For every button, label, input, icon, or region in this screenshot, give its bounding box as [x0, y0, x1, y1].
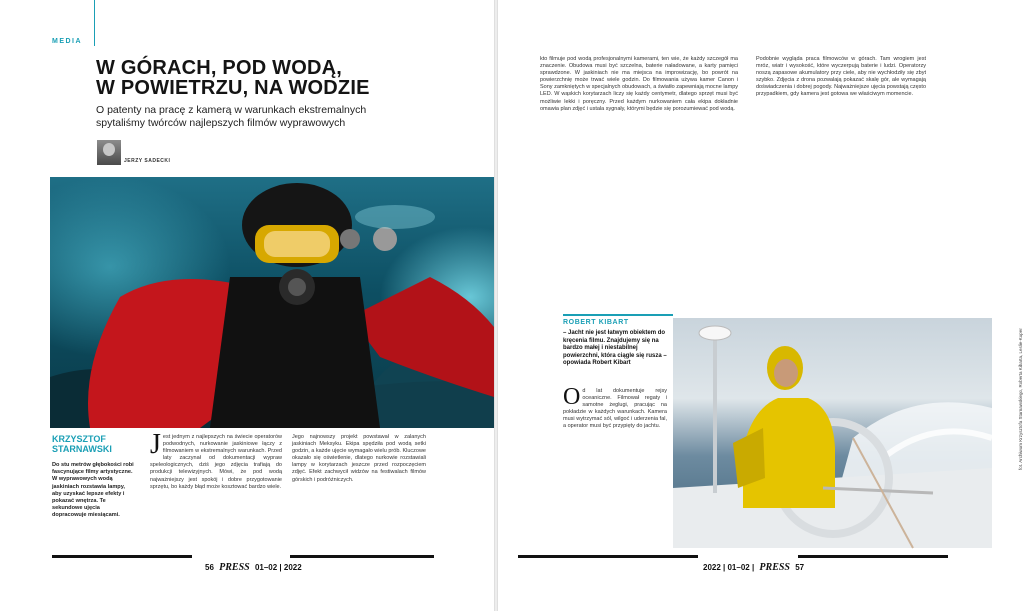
folio-rule: [798, 555, 948, 558]
article-column: kto filmuje pod wodą profesjonalnymi kamerami, ten wie, że każdy szczegół ma znaczenie. Obudowa musi być szczelna, baterie naładowane, a karty pamięci sprawdzone. W jaskiniach nie ma miejsca na improwizację, bo powrót na powierzchnię może trwać wiele godzin. Do filmowania używa kamer Canon i Sony zamkniętych w specjalnych obudowach, a światło zapewniają mocne lampy LED. W wąskich korytarzach liczy się każdy centymetr, dlatego sprzęt musi być możliwie lekki i poręczny. Przed każdym nurkowaniem cała ekipa dokładnie omawia plan zdjęć i ustala sygnały, którymi będzie się porozumiewać pod wodą.: [540, 56, 738, 112]
article-deck: O patenty na pracę z kamerą w warunkach ekstremalnych spytaliśmy twórców najlepszych filmów wyprawowych: [96, 104, 367, 129]
headline-line: W POWIETRZU, NA WODZIE: [96, 77, 370, 99]
folio-rule: [52, 555, 192, 558]
drop-cap: O: [563, 384, 581, 410]
drop-cap: J: [150, 429, 161, 460]
folio-rule: [518, 555, 698, 558]
folio-rule: [290, 555, 434, 558]
folio-left: [205, 562, 302, 573]
page-title: [96, 58, 406, 98]
left-page: [0, 0, 494, 611]
sidebar-text: [563, 384, 667, 431]
article-column: [292, 434, 426, 484]
diver-illustration: [50, 177, 494, 428]
photo-credit: fot. Archiwum Krzysztofa Starnawskiego, Roberta Kibarta, Leslie-Kuper: [1018, 328, 1023, 470]
page-number: 56: [205, 563, 214, 572]
column-text: Jego najnowszy projekt powstawał w zalanych jaskiniach Meksyku. Ekipa spędziła pod wodą setki godzin, a każde ujęcie wymagało wielu prób. Kluczowe okazało się oświetlenie, dlatego nurkowie rozstawiali lampy w korytarzach jeszcze przed rozpoczęciem zdjęć. Efekt zachwycił widzów na festiwalach filmów górskich i podróżniczych.: [292, 434, 426, 483]
sailor-photo: [673, 318, 992, 548]
issue-label: 2022 | 01–02 |: [703, 563, 755, 572]
magazine-brand: PRESS: [759, 562, 790, 573]
headline-line: W GÓRACH, POD WODĄ,: [96, 57, 343, 79]
article-column: Podobnie wygląda praca filmowców w górach. Tam wrogiem jest mróz, wiatr i wysokość, które wyczerpują baterie i ludzi. Operatorzy noszą zapasowe akumulatory przy ciele, aby nie wychłodziły się zbyt szybko. Zdjęcia z drona pozwalają pokazać skalę gór, ale wymagają doświadczenia i dobrej pogody. Najważniejsze ujęcia powstają często przypadkiem, gdy kamera jest gotowa we właściwym momencie.: [756, 56, 926, 98]
magazine-brand: PRESS: [219, 562, 250, 573]
sidebar-name: ROBERT KIBART: [563, 319, 629, 326]
sidebar-quote: – Jacht nie jest łatwym obiektem do kręcenia filmu. Znajdujemy się na bardzo małej i niestabilnej powierzchni, która ciągle się rusza – opowiada Robert Kibart: [563, 330, 667, 367]
column-text: est jednym z najlepszych na świecie operatorów podwodnych, nurkowanie jaskiniowe łączy z filmowaniem w ekstremalnych warunkach. Przed laty zaczynał od dokumentacji wypraw speleologicznych, dziś jego zdjęcia trafiają do produkcji telewizyjnych. Mówi, że pod wodą najważniejszy jest spokój i dobre przygotowanie sprzętu, bo każdy błąd może kosztować bardzo wiele.: [150, 434, 282, 490]
sailor-illustration: [673, 318, 992, 548]
issue-label: 01–02 | 2022: [254, 563, 302, 572]
article-column: [150, 429, 282, 491]
caption-text: Do stu metrów głębokości robi fascynujące filmy artystyczne. W wyprawowych wodą jaskiniach rozstawia lampy, aby uzyskać lepsze efekty i pokazać wnętrza. Te sekundowe ujęcia dopracowuje miesiącami.: [52, 462, 134, 519]
page-number: 57: [795, 563, 805, 572]
section-label: MEDIA: [52, 38, 83, 45]
right-page: [498, 0, 1023, 611]
author-photo: [97, 140, 121, 165]
diver-photo: [50, 177, 494, 428]
sidebar-rule: [563, 314, 673, 316]
section-rule: [94, 0, 95, 46]
sidebar-body-text: d lat dokumentuje rejsy oceaniczne. Filmował regaty i samotne żeglugi, pracując na pokładzie w każdych warunkach. Kamera musi wytrzymać sól, wilgoć i uderzenia fal, a operator musi być przypięty do jachtu.: [563, 388, 667, 430]
folio-right: [703, 562, 804, 573]
byline: JERZY SADECKI: [124, 158, 171, 164]
caption-name: KRZYSZTOF STARNAWSKI: [52, 434, 112, 454]
